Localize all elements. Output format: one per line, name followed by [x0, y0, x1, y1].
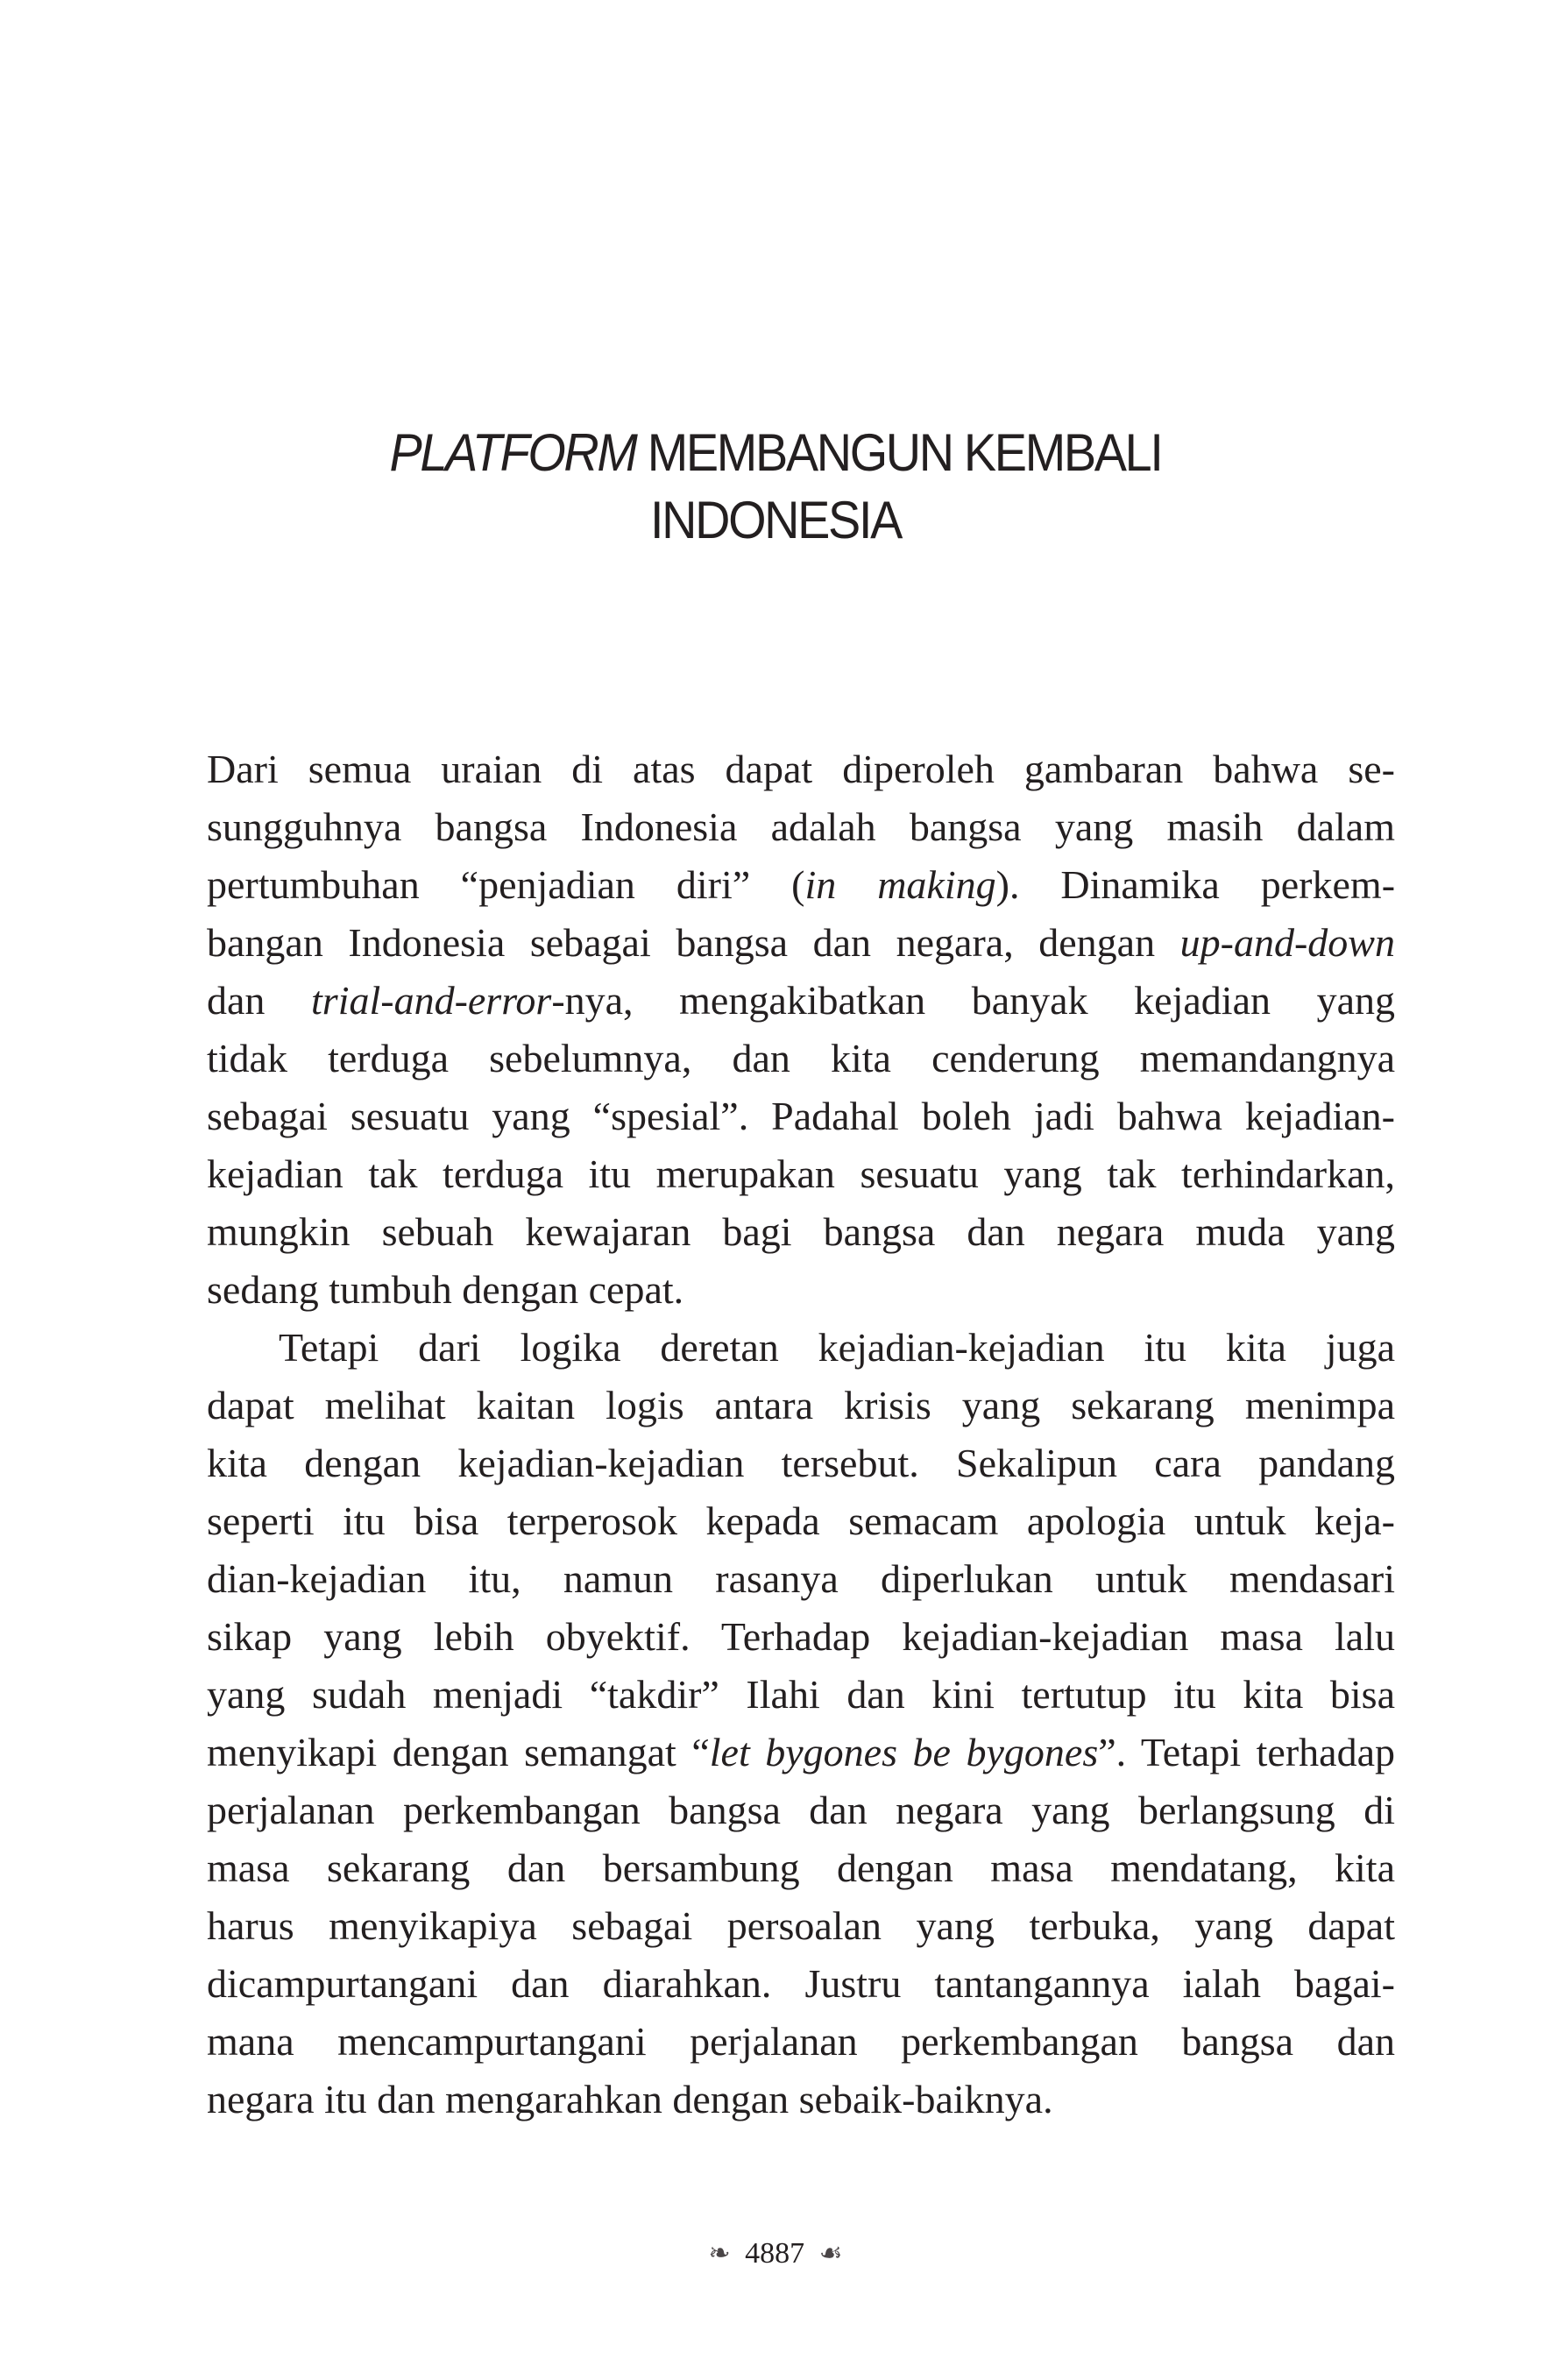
chapter-title-line1-rest: MEMBANGUN KEMBALI — [635, 423, 1162, 482]
page-footer — [0, 2235, 1551, 2271]
chapter-title — [246, 419, 1306, 554]
text-segment: sedang tumbuh dengan cepat. — [207, 1267, 684, 1312]
text-segment: dian-kejadian itu, namun rasanya diperlukan untuk mendasari — [207, 1556, 1395, 1601]
text-segment: sikap yang lebih obyektif. Terhadap kejadian-kejadian masa lalu — [207, 1614, 1395, 1659]
text-segment: mungkin sebuah kewajaran bagi bangsa dan negara muda yang — [207, 1209, 1395, 1254]
text-line — [207, 1724, 1395, 1781]
text-segment: kita dengan kejadian-kejadian tersebut. Sekalipun cara pandang — [207, 1441, 1395, 1485]
italic-term: let bygones be bygones — [709, 1730, 1099, 1774]
text-line — [207, 856, 1395, 914]
italic-term: in making — [804, 862, 996, 907]
text-segment: dan — [207, 978, 312, 1023]
text-line — [207, 1550, 1395, 1608]
text-segment: negara itu dan mengarahkan dengan sebaik-baiknya. — [207, 2077, 1053, 2121]
text-line — [207, 1377, 1395, 1434]
ornament-left-icon: ❧ — [708, 2239, 731, 2269]
text-segment: menyikapi dengan semangat “ — [207, 1730, 710, 1774]
text-segment: yang sudah menjadi “takdir” Ilahi dan kini tertutup itu kita bisa — [207, 1672, 1395, 1717]
text-segment: masa sekarang dan bersambung dengan masa mendatang, kita — [207, 1845, 1395, 1890]
text-line — [207, 1030, 1395, 1087]
italic-term: trial-and-error — [311, 978, 552, 1023]
text-line — [207, 1319, 1395, 1377]
page-number: 4887 — [745, 2237, 805, 2270]
text-segment: seperti itu bisa terperosok kepada semacam apologia untuk keja- — [207, 1498, 1395, 1543]
text-segment: Dari semua uraian di atas dapat diperoleh gambaran bahwa se- — [207, 747, 1395, 791]
text-line — [207, 1261, 1395, 1319]
text-segment: dicampurtangani dan diarahkan. Justru tantangannya ialah bagai- — [207, 1961, 1395, 2006]
text-segment: tidak terduga sebelumnya, dan kita cenderung memandangnya — [207, 1036, 1395, 1080]
italic-term: up-and-down — [1179, 920, 1395, 965]
text-line — [207, 1897, 1395, 1955]
text-line — [207, 2071, 1395, 2129]
text-segment: pertumbuhan “penjadian diri” ( — [207, 862, 805, 907]
text-line — [207, 1666, 1395, 1724]
text-line — [207, 798, 1395, 856]
text-segment: sebagai sesuatu yang “spesial”. Padahal boleh jadi bahwa kejadian- — [207, 1094, 1395, 1138]
text-line — [207, 1492, 1395, 1550]
text-segment: ”. Tetapi terhadap — [1098, 1730, 1396, 1774]
text-line — [207, 2013, 1395, 2071]
text-line — [207, 1839, 1395, 1897]
body-text — [207, 740, 1395, 2129]
ornament-right-icon: ☙ — [818, 2239, 843, 2269]
text-segment: mana mencampurtangani perjalanan perkembangan bangsa dan — [207, 2019, 1395, 2064]
text-segment: bangan Indonesia sebagai bangsa dan negara, dengan — [207, 920, 1180, 965]
text-line — [207, 1145, 1395, 1203]
text-segment: harus menyikapiya sebagai persoalan yang terbuka, yang dapat — [207, 1903, 1395, 1948]
text-segment: dapat melihat kaitan logis antara krisis yang sekarang menimpa — [207, 1383, 1395, 1427]
text-segment: perjalanan perkembangan bangsa dan negara yang berlangsung di — [207, 1788, 1395, 1832]
text-segment: -nya, mengakibatkan banyak kejadian yang — [551, 978, 1395, 1023]
text-segment: ). Dinamika perkem- — [995, 862, 1396, 907]
text-line — [207, 1955, 1395, 2013]
text-line — [207, 740, 1395, 798]
text-line — [207, 1087, 1395, 1145]
text-line — [207, 972, 1395, 1030]
text-line — [207, 1608, 1395, 1666]
text-line — [207, 1203, 1395, 1261]
text-line — [207, 914, 1395, 972]
text-segment: sungguhnya bangsa Indonesia adalah bangsa yang masih dalam — [207, 804, 1395, 849]
chapter-title-italic: PLATFORM — [389, 423, 636, 482]
text-segment: kejadian tak terduga itu merupakan sesuatu yang tak terhindarkan, — [207, 1151, 1395, 1196]
text-line — [207, 1434, 1395, 1492]
text-line — [207, 1781, 1395, 1839]
chapter-title-line2: INDONESIA — [649, 491, 902, 549]
text-segment: Tetapi dari logika deretan kejadian-kejadian itu kita juga — [279, 1325, 1395, 1370]
